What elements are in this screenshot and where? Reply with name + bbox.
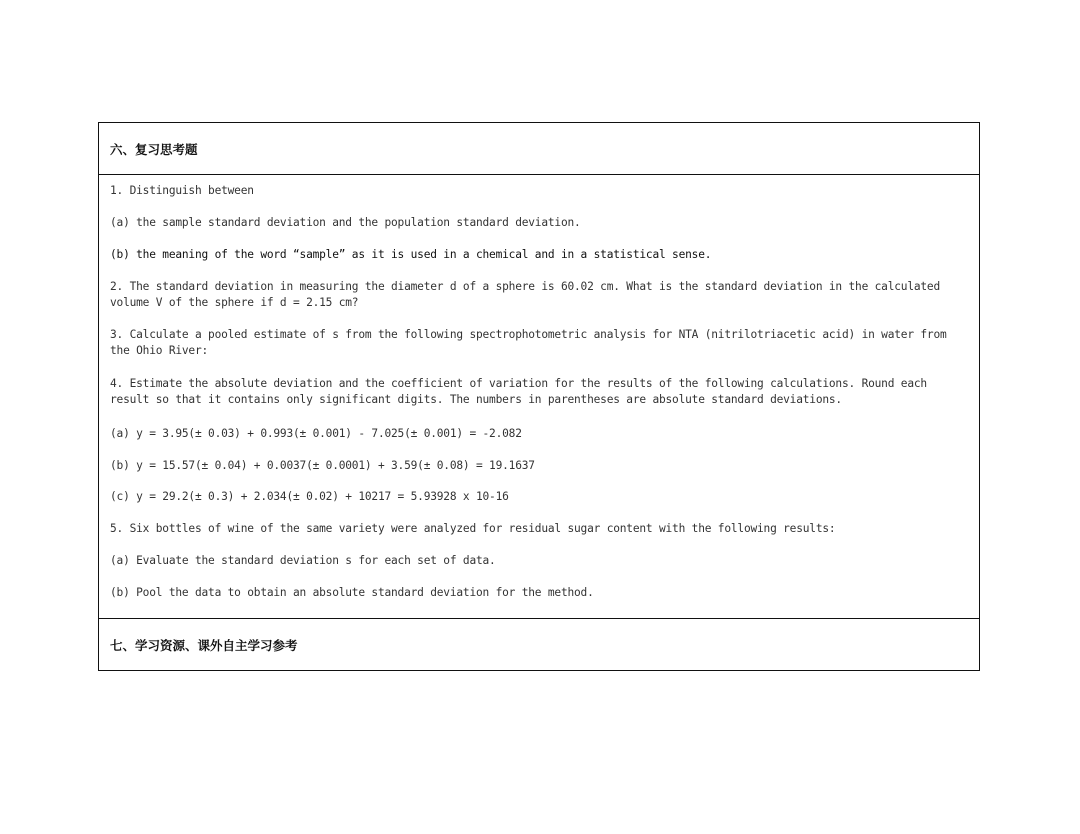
section-six-title: 六、复习思考题 [110,141,198,157]
question-4a: (a) y = 3.95(± 0.03) + 0.993(± 0.001) - 7.025(± 0.001) = -2.082 [110,427,522,440]
questions-body [99,175,979,618]
section-six-header [99,123,979,175]
question-1-intro: 1. Distinguish between [110,184,254,197]
question-4c: (c) y = 29.2(± 0.3) + 2.034(± 0.02) + 10217 = 5.93928 x 10-16 [110,490,509,503]
question-3: 3. Calculate a pooled estimate of s from the following spectrophotometric analysis for NTA (nitrilotriacetic acid) in water from the Ohio River: [110,328,947,357]
section-seven-title: 七、学习资源、课外自主学习参考 [110,637,298,653]
review-questions-table [98,122,980,671]
question-1b: (b) the meaning of the word “sample” as it is used in a chemical and in a statistical sense. [110,248,712,261]
question-2: 2. The standard deviation in measuring the diameter d of a sphere is 60.02 cm. What is the standard deviation in the calculated volume V of the sphere if d = 2.15 cm? [110,280,941,309]
question-5: 5. Six bottles of wine of the same variety were analyzed for residual sugar content with the following results: [110,522,836,535]
question-5b: (b) Pool the data to obtain an absolute standard deviation for the method. [110,586,594,599]
section-seven-header [99,618,979,670]
question-4: 4. Estimate the absolute deviation and the coefficient of variation for the results of the following calculations. Round each result so that it contains only significant digits. The numbers in parentheses are absolute standard deviations. [110,377,927,406]
question-1a: (a) the sample standard deviation and the population standard deviation. [110,216,581,229]
question-5a: (a) Evaluate the standard deviation s for each set of data. [110,554,496,567]
question-4b: (b) y = 15.57(± 0.04) + 0.0037(± 0.0001) + 3.59(± 0.08) = 19.1637 [110,459,535,472]
